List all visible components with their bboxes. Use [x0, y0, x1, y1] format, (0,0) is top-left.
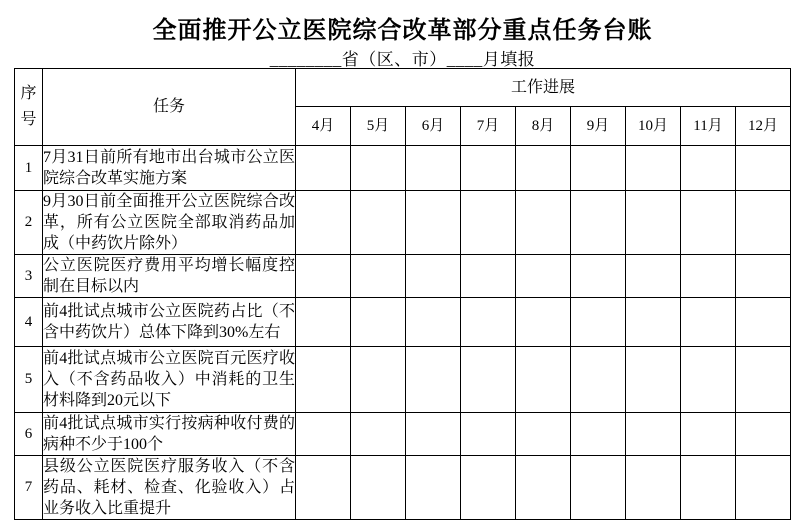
progress-cell[interactable] — [461, 413, 516, 456]
progress-cell[interactable] — [626, 191, 681, 255]
progress-cell[interactable] — [296, 413, 351, 456]
progress-cell[interactable] — [296, 456, 351, 520]
task-text: 县级公立医院医疗服务收入（不含药品、耗材、检查、化验收入）占业务收入比重提升 — [43, 456, 296, 520]
progress-cell[interactable] — [461, 298, 516, 347]
progress-cell[interactable] — [351, 456, 406, 520]
progress-cell[interactable] — [681, 298, 736, 347]
progress-cell[interactable] — [461, 191, 516, 255]
task-text: 前4批试点城市实行按病种收付费的病种不少于100个 — [43, 413, 296, 456]
progress-cell[interactable] — [681, 456, 736, 520]
row-number: 4 — [15, 298, 43, 347]
progress-cell[interactable] — [406, 456, 461, 520]
header-month-6: 6月 — [406, 107, 461, 146]
progress-cell[interactable] — [516, 146, 571, 191]
progress-cell[interactable] — [736, 146, 791, 191]
row-number: 3 — [15, 255, 43, 298]
progress-cell[interactable] — [406, 255, 461, 298]
progress-cell[interactable] — [406, 413, 461, 456]
month-blank-field[interactable]: ____ — [446, 50, 483, 69]
progress-cell[interactable] — [351, 347, 406, 413]
header-month-11: 11月 — [681, 107, 736, 146]
progress-cell[interactable] — [406, 191, 461, 255]
progress-cell[interactable] — [626, 255, 681, 298]
task-text: 7月31日前所有地市出台城市公立医院综合改革实施方案 — [43, 146, 296, 191]
table-row — [15, 298, 791, 347]
row-number: 5 — [15, 347, 43, 413]
header-month-4: 4月 — [296, 107, 351, 146]
task-text: 前4批试点城市公立医院百元医疗收入（不含药品收入）中消耗的卫生材料降到20元以下 — [43, 347, 296, 413]
row-number: 7 — [15, 456, 43, 520]
progress-cell[interactable] — [571, 413, 626, 456]
progress-cell[interactable] — [296, 146, 351, 191]
progress-cell[interactable] — [626, 456, 681, 520]
table-row — [15, 146, 791, 191]
header-task: 任务 — [43, 69, 296, 146]
page-title: 全面推开公立医院综合改革部分重点任务台账 — [152, 18, 653, 44]
progress-cell[interactable] — [626, 298, 681, 347]
header-month-10: 10月 — [626, 107, 681, 146]
progress-cell[interactable] — [681, 255, 736, 298]
header-month-9: 9月 — [571, 107, 626, 146]
progress-cell[interactable] — [351, 191, 406, 255]
task-text: 公立医院医疗费用平均增长幅度控制在目标以内 — [43, 255, 296, 298]
progress-cell[interactable] — [736, 255, 791, 298]
progress-cell[interactable] — [516, 255, 571, 298]
progress-cell[interactable] — [351, 146, 406, 191]
progress-cell[interactable] — [516, 413, 571, 456]
task-text: 前4批试点城市公立医院药占比（不含中药饮片）总体下降到30%左右 — [43, 298, 296, 347]
progress-cell[interactable] — [681, 413, 736, 456]
progress-cell[interactable] — [296, 255, 351, 298]
task-text: 9月30日前全面推开公立医院综合改革，所有公立医院全部取消药品加成（中药饮片除外） — [43, 191, 296, 255]
progress-cell[interactable] — [571, 456, 626, 520]
progress-cell[interactable] — [516, 298, 571, 347]
task-ledger-table — [14, 68, 791, 520]
progress-cell[interactable] — [681, 191, 736, 255]
progress-cell[interactable] — [516, 191, 571, 255]
progress-cell[interactable] — [736, 456, 791, 520]
progress-cell[interactable] — [296, 191, 351, 255]
progress-cell[interactable] — [626, 146, 681, 191]
progress-cell[interactable] — [736, 191, 791, 255]
header-month-7: 7月 — [461, 107, 516, 146]
progress-cell[interactable] — [351, 413, 406, 456]
province-label: 省（区、市） — [341, 50, 447, 69]
progress-cell[interactable] — [516, 347, 571, 413]
progress-cell[interactable] — [571, 191, 626, 255]
progress-cell[interactable] — [571, 347, 626, 413]
progress-cell[interactable] — [571, 146, 626, 191]
progress-cell[interactable] — [461, 456, 516, 520]
progress-cell[interactable] — [681, 347, 736, 413]
header-progress: 工作进展 — [296, 69, 791, 107]
progress-cell[interactable] — [626, 413, 681, 456]
row-number: 2 — [15, 191, 43, 255]
progress-cell[interactable] — [406, 146, 461, 191]
progress-cell[interactable] — [571, 298, 626, 347]
progress-cell[interactable] — [571, 255, 626, 298]
progress-cell[interactable] — [406, 298, 461, 347]
progress-cell[interactable] — [681, 146, 736, 191]
progress-cell[interactable] — [406, 347, 461, 413]
header-month-8: 8月 — [516, 107, 571, 146]
month-label: 月填报 — [482, 50, 536, 69]
table-row — [15, 255, 791, 298]
progress-cell[interactable] — [736, 413, 791, 456]
progress-cell[interactable] — [351, 298, 406, 347]
table-row — [15, 456, 791, 520]
progress-cell[interactable] — [461, 255, 516, 298]
progress-cell[interactable] — [516, 456, 571, 520]
progress-cell[interactable] — [296, 298, 351, 347]
header-month-5: 5月 — [351, 107, 406, 146]
progress-cell[interactable] — [626, 347, 681, 413]
progress-cell[interactable] — [736, 347, 791, 413]
row-number: 1 — [15, 146, 43, 191]
province-blank-field[interactable]: ________ — [269, 50, 342, 69]
progress-cell[interactable] — [351, 255, 406, 298]
progress-cell[interactable] — [736, 298, 791, 347]
progress-cell[interactable] — [461, 347, 516, 413]
table-row — [15, 347, 791, 413]
header-month-12: 12月 — [736, 107, 791, 146]
table-header-row-top — [15, 69, 791, 107]
progress-cell[interactable] — [296, 347, 351, 413]
table-row — [15, 191, 791, 255]
table-row — [15, 413, 791, 456]
subtitle — [0, 45, 805, 70]
header-index: 序号 — [15, 69, 43, 146]
row-number: 6 — [15, 413, 43, 456]
progress-cell[interactable] — [461, 146, 516, 191]
